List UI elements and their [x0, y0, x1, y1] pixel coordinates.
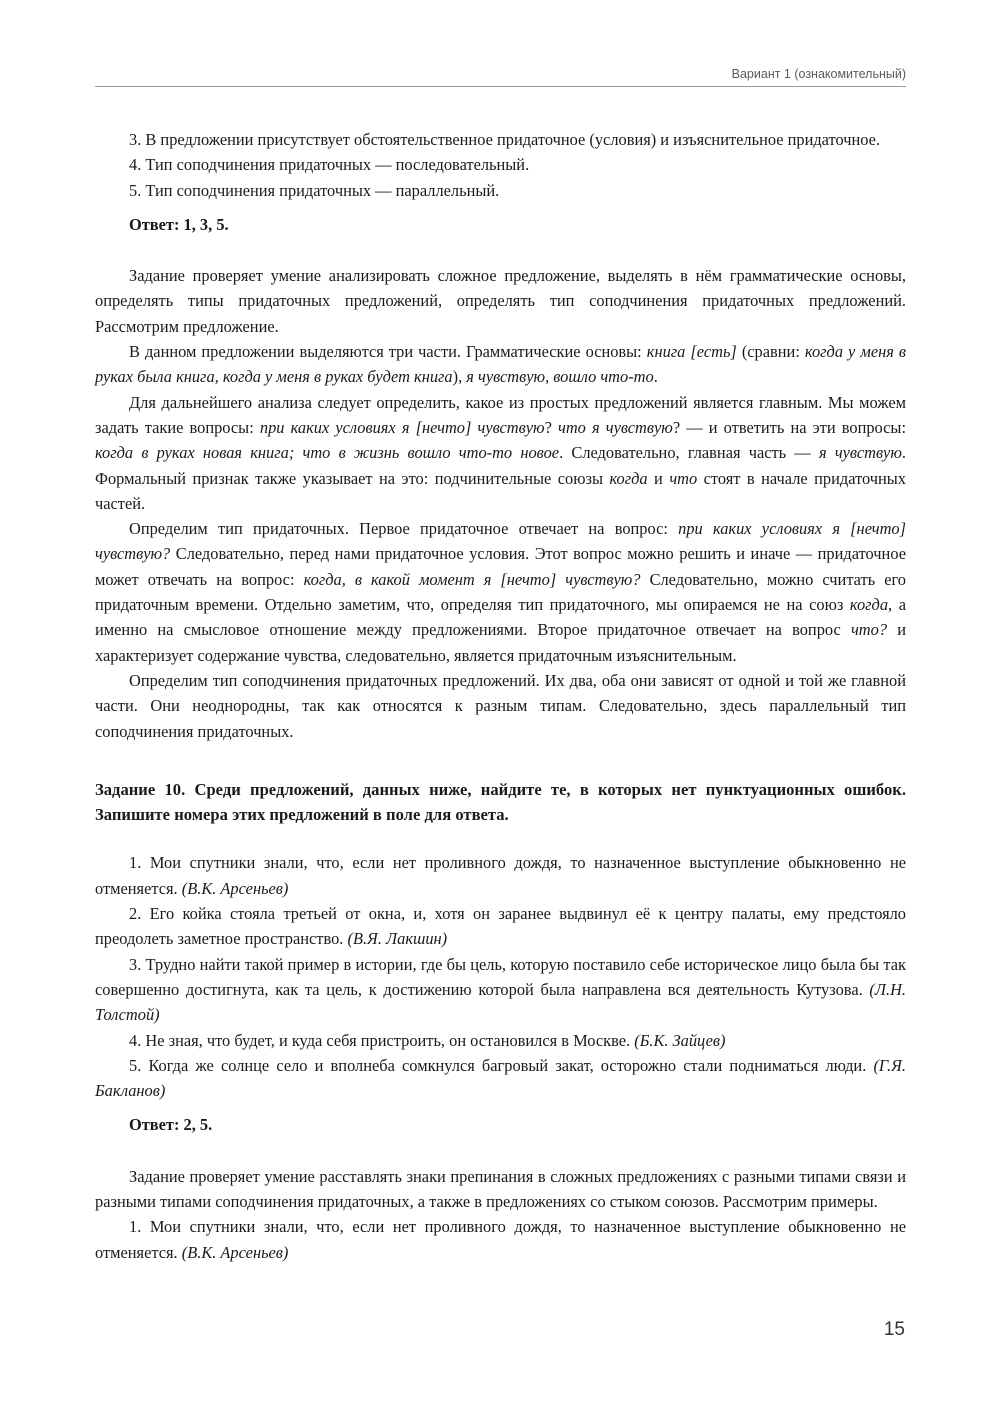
- running-header: [95, 66, 906, 87]
- header-variant-label: Вариант 1 (ознакомительный): [731, 67, 906, 81]
- option-5: 5. Тип соподчинения придаточных — параллельный.: [129, 180, 500, 200]
- analysis-paragraph-3: Для дальнейшего анализа следует определить, какое из простых предложений является главным. Мы можем задать такие вопросы: при каких условиях я [нечто] чувствую? что я чувствую? — и ответить на эти вопросы: когда в руках новая книга; что в жизнь вошло что-то новое. Следовательно, главная часть — я чувствую. Формальный признак также указывает на это: подчинительные союзы когда и что стоят в начале придаточных частей.: [95, 392, 907, 513]
- analysis-paragraph-5: Определим тип соподчинения придаточных предложений. Их два, оба они зависят от одной и той же главной части. Они неоднородны, так как относятся к разным типам. Следовательно, здесь параллельный тип соподчинения придаточных.: [95, 670, 906, 741]
- option-3: 3. В предложении присутствует обстоятельственное придаточное (условия) и изъяснительное придаточное.: [129, 130, 881, 149]
- task-10-item-2: 2. Его койка стояла третьей от окна, и, хотя он заранее выдвинул её к центру палаты, ему предстояло преодолеть заметное пространство. (В.Я. Лакшин): [95, 904, 906, 949]
- task-10-item-4: 4. Не зная, что будет, и куда себя пристроить, он остановился в Москве. (Б.К. Зайцев): [129, 1030, 726, 1050]
- task-10-item-1: 1. Мои спутники знали, что, если нет проливного дождя, то назначенное выступление обыкновенно не отменяется. (В.К. Арсеньев): [95, 853, 906, 898]
- task-10-item-5: 5. Когда же солнце село и вполнеба сомкнулся багровый закат, осторожно стали подниматься люди. (Г.Я. Бакланов): [95, 1055, 906, 1101]
- option-4: 4. Тип соподчинения придаточных — последовательный.: [129, 155, 530, 175]
- task-10-title: Задание 10. Среди предложений, данных ниже, найдите те, в которых нет пунктуационных ошибок. Запишите номера этих предложений в поле для ответа.: [95, 779, 906, 825]
- task-10-analysis-paragraph: Задание проверяет умение расставлять знаки препинания в сложных предложениях с разными типами связи и разными типами соподчинения придаточных, а также в предложениях со стыком союзов. Рассмотрим примеры.: [95, 1166, 906, 1211]
- task-10-item-3: 3. Трудно найти такой пример в истории, где бы цель, которую поставило себе историческое лицо была бы так совершенно достигнута, как та цель, к достижению которой была направлена вся деятельность Кутузова. (Л.Н. Толстой): [95, 954, 906, 1025]
- page-content: [95, 127, 906, 1265]
- analysis-paragraph-4: Определим тип придаточных. Первое придаточное отвечает на вопрос: при каких условиях я [нечто] чувствую? Следовательно, перед нами придаточное условия. Этот вопрос можно решить и иначе — придаточное может отвечать на вопрос: когда, в какой момент я [нечто] чувствую? Следовательно, можно считать его придаточным времени. Отдельно заметим, что, определяя тип придаточного, мы опираемся не на союз когда, а именно на смысловое отношение между предложениями. Второе придаточное отвечает на вопрос что? и характеризует содержание чувства, следовательно, является придаточным изъяснительным.: [95, 519, 907, 665]
- page-number: 15: [883, 1319, 905, 1340]
- answer-previous: Ответ: 1, 3, 5.: [129, 214, 229, 234]
- task-10-analysis-example-1: 1. Мои спутники знали, что, если нет проливного дождя, то назначенное выступление обыкновенно не отменяется. (В.К. Арсеньев): [95, 1217, 906, 1262]
- task-10-answer: Ответ: 2, 5.: [129, 1115, 213, 1135]
- analysis-paragraph-1: Задание проверяет умение анализировать сложное предложение, выделять в нём грамматические основы, определять типы придаточных предложений, определять тип соподчинения придаточных предложений. Рассмотрим предложение.: [95, 266, 906, 336]
- analysis-paragraph-2: В данном предложении выделяются три части. Грамматические основы: книга [есть] (сравни: когда у меня в руках была книга, когда у меня в руках будет книга), я чувствую, вошло что-то.: [95, 342, 906, 387]
